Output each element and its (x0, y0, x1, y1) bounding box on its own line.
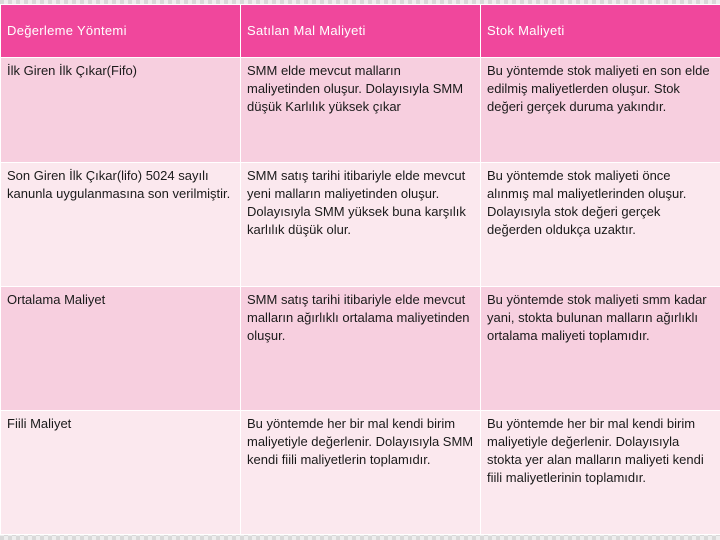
cell-inventory: Bu yöntemde stok maliyeti en son elde edilmiş maliyetlerden oluşur. Stok değeri gerçek duruma yakındır. (481, 58, 720, 163)
cell-cogs: SMM satış tarihi itibariyle elde mevcut malların ağırlıklı ortalama maliyetinden oluşur. (241, 287, 481, 411)
cell-inventory: Bu yöntemde stok maliyeti smm kadar yani, stokta bulunan malların ağırlıklı ortalama maliyeti toplamıdır. (481, 287, 720, 411)
cell-method: Fiili Maliyet (1, 411, 241, 535)
cell-inventory: Bu yöntemde her bir mal kendi birim maliyetiyle değerlenir. Dolayısıyla stokta yer alan malların maliyeti kendi fiili maliyetlerinin toplamıdır. (481, 411, 720, 535)
valuation-methods-table (0, 4, 720, 535)
table-body (1, 58, 720, 535)
cell-inventory: Bu yöntemde stok maliyeti önce alınmış mal maliyetlerinden oluşur. Dolayısıyla stok değeri gerçek değerden oldukça uzaktır. (481, 163, 720, 287)
header-cogs: Satılan Mal Maliyeti (241, 5, 481, 58)
cell-method: İlk Giren İlk Çıkar(Fifo) (1, 58, 241, 163)
cell-cogs: SMM satış tarihi itibariyle elde mevcut yeni malların maliyetinden oluşur. Dolayısıyla SMM yüksek buna karşılık karlılık düşük olur. (241, 163, 481, 287)
header-method: Değerleme Yöntemi (1, 5, 241, 58)
header-row (1, 5, 720, 58)
cell-method: Son Giren İlk Çıkar(lifo) 5024 sayılı kanunla uygulanmasına son verilmiştir. (1, 163, 241, 287)
cell-method: Ortalama Maliyet (1, 287, 241, 411)
cell-cogs: SMM elde mevcut malların maliyetinden oluşur. Dolayısıyla SMM düşük Karlılık yüksek çıkar (241, 58, 481, 163)
table-row (1, 163, 720, 287)
header-inventory-cost: Stok Maliyeti (481, 5, 720, 58)
table-row (1, 58, 720, 163)
table-row (1, 411, 720, 535)
table-header (1, 5, 720, 58)
table-row (1, 287, 720, 411)
cell-cogs: Bu yöntemde her bir mal kendi birim maliyetiyle değerlenir. Dolayısıyla SMM kendi fiili maliyetlerin toplamıdır. (241, 411, 481, 535)
